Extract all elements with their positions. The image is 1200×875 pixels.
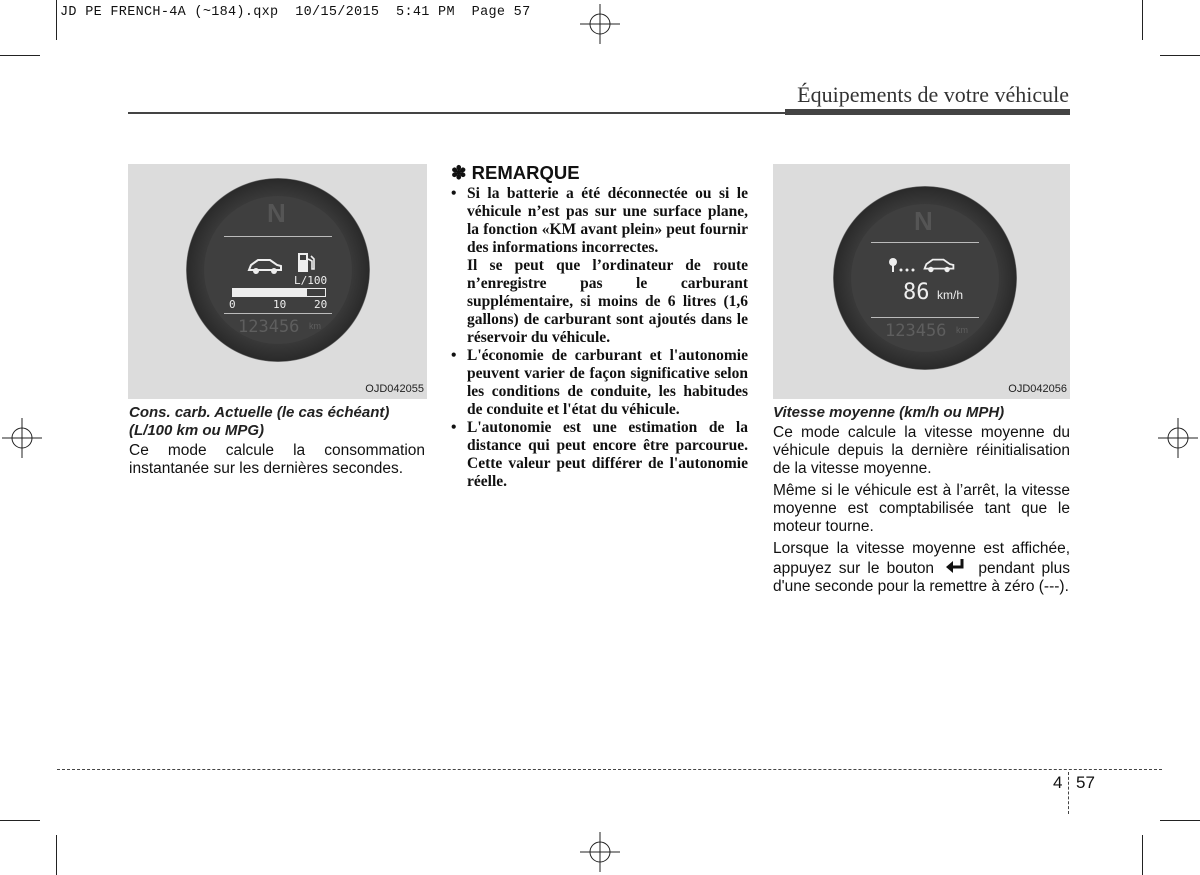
registration-mark-icon [580,4,620,44]
registration-mark-icon [2,418,42,458]
scale-label: 10 [273,298,287,311]
scale-label: 20 [314,298,328,311]
footer-rule [57,769,1162,770]
display-divider [224,313,332,314]
crop-mark [56,835,57,875]
figure-fuel-consumption [128,164,427,399]
display-divider [871,317,979,318]
figure-label: OJD042056 [1008,383,1067,395]
note-paragraph: L'économie de carburant et l'autonomie peuvent varier de façon significative selon les conditions de conduite, les habitudes de conduite et l'état du véhicule. [467,347,748,418]
bullet-icon: • [451,185,457,202]
car-icon [921,256,957,274]
note-heading: ✽ REMARQUE [451,162,580,183]
fuel-pump-icon [296,251,316,275]
consumption-bar [232,288,326,297]
speed-unit: km/h [937,288,964,302]
gauge-display [204,196,352,344]
footer-divider [1068,772,1069,814]
print-slug: JD PE FRENCH-4A (~184).qxp 10/15/2015 5:41 PM Page 57 [60,5,531,20]
page-number: 57 [1076,773,1095,792]
crop-mark [0,820,40,821]
pin-icon [888,257,920,273]
body-paragraph: Ce mode calcule la vitesse moyenne du véhicule depuis la dernière réinitialisation de la vitesse moyenne. [773,424,1070,477]
odometer-unit: km [956,325,968,335]
body-column-right [773,424,1070,596]
odometer-readout: 123456 [238,317,300,337]
figure-caption: Cons. carb. Actuelle (le cas échéant) (L/100 km ou MPG) [129,404,390,439]
registration-mark-icon [580,832,620,872]
crop-mark [1142,0,1143,40]
note-paragraph: Il se peut que l’ordinateur de route n’enregistre pas le carburant supplémentaire, si moins de 6 litres (1,6 gallons) de carburant sont ajoutés dans le réservoir du véhicule. [467,257,748,346]
note-item [451,419,748,491]
body-text-fragment: Lorsque la vitesse moyenne est affichée, appuyez sur le bouton [773,540,1070,577]
registration-mark-icon [1158,418,1198,458]
consumption-bar-fill [233,289,307,296]
chapter-number: 4 [1053,773,1063,792]
gear-indicator: N [267,198,286,228]
scale-label: 0 [229,298,236,311]
bullet-icon: • [451,347,457,364]
note-item [451,347,748,419]
display-divider [224,236,332,237]
crop-mark [0,55,40,56]
header-rule-accent [785,109,1070,115]
gear-indicator: N [914,206,933,236]
section-title: Équipements de votre véhicule [797,82,1069,107]
note-list [451,185,748,491]
bullet-icon: • [451,419,457,436]
display-divider [871,242,979,243]
gauge-display [851,204,999,352]
crop-mark [1142,835,1143,875]
body-paragraph: Ce mode calcule la consommation instantanée sur les dernières secondes. [129,442,425,477]
figure-label: OJD042055 [365,383,424,395]
speed-readout: 86 [903,280,930,305]
unit-label: L/100 [294,274,328,287]
odometer-unit: km [309,321,321,331]
body-paragraph: Même si le véhicule est à l’arrêt, la vitesse moyenne est comptabilisée tant que le moteur tourne. [773,482,1070,535]
crop-mark [1160,820,1200,821]
crop-mark [1160,55,1200,56]
body-text-fragment: pendant plus d'une seconde pour la remettre à zéro (---). [773,560,1070,595]
crop-mark [56,0,57,40]
body-paragraph [773,540,1070,596]
odometer-readout: 123456 [885,321,947,341]
note-item [451,185,748,347]
note-paragraph: L'autonomie est une estimation de la distance qui peut encore être parcourue. Cette valeur peut différer de l'autonomie réelle. [467,419,748,490]
enter-icon [945,558,967,574]
car-icon [246,256,284,276]
note-paragraph: Si la batterie a été déconnectée ou si le véhicule n’est pas sur une surface plane, la fonction «KM avant plein» peut fournir des informations incorrectes. [467,185,748,256]
figure-average-speed [773,164,1070,399]
figure-caption: Vitesse moyenne (km/h ou MPH) [773,404,1005,421]
